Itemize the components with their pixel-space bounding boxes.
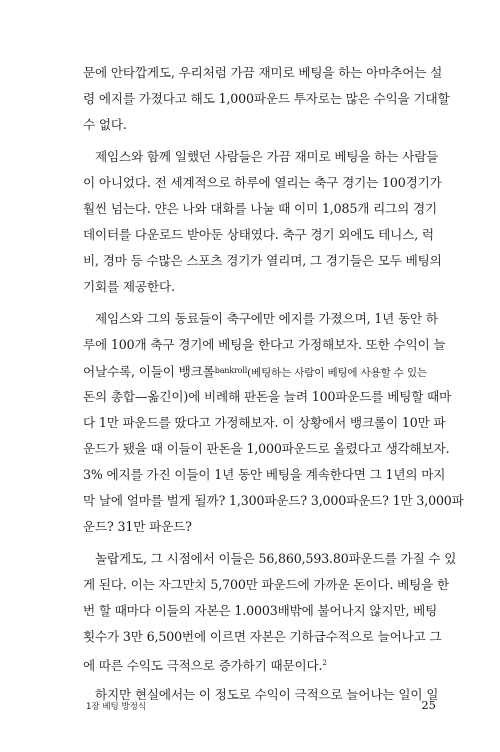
footnote-marker: 2	[322, 659, 327, 667]
body-line: 제임스와 그의 동료들이 축구에만 에지를 가졌으며, 1년 동안 하	[95, 311, 438, 326]
bankroll-gloss: bankroll	[214, 366, 248, 375]
body-line: 막 날에 얼마를 벌게 될까? 1,300파운드? 3,000파운드? 1만 3,000파	[83, 493, 464, 508]
body-line: 횟수가 3만 6,500번에 이르면 자본은 기하급수적으로 늘어나고 그	[83, 629, 442, 644]
body-line: 이 아니었다. 전 세계적으로 하루에 열리는 축구 경기는 100경기가	[83, 175, 442, 190]
page-number: 25	[421, 698, 436, 712]
page-footer	[86, 700, 436, 716]
body-line: 어날수록, 이들이 뱅크롤$^{bankroll}$(베팅하는 사람이 베팅에 사용할 수 있는	[83, 364, 427, 379]
body-line: 기회를 제공한다.	[83, 279, 175, 294]
body-line: 운드가 됐을 때 이들이 판돈을 1,000파운드로 올렸다고 생각해보자.	[83, 441, 450, 456]
body-line: 데이터를 다운로드 받아둔 상태였다. 축구 경기 외에도 테니스, 럭	[83, 227, 434, 242]
running-head: 1장 베팅 방정식	[86, 702, 147, 712]
body-line: 놀랍게도, 그 시점에서 이들은 56,860,593.80파운드를 가질 수 있	[95, 551, 457, 566]
body-line: 게 된다. 이는 자그만치 5,700만 파운드에 가까운 돈이다. 베팅을 한	[83, 577, 450, 592]
body-line: 다 1만 파운드를 땄다고 가정해보자. 이 상황에서 뱅크롤이 10만 파	[83, 415, 446, 430]
body-line: 령 에지를 가졌다고 해도 1,000파운드 투자로는 많은 수익을 기대할	[83, 91, 450, 106]
body-line: 운드? 31만 파운드?	[83, 519, 192, 534]
body-line: 훨씬 넘는다. 얀은 나와 대화를 나눌 때 이미 1,085개 리그의 경기	[83, 201, 438, 216]
body-line: 비, 경마 등 수많은 스포츠 경기가 열리며, 그 경기들은 모두 베팅의	[83, 253, 442, 268]
body-line: 돈의 총합—옮긴이)에 비례해 판돈을 늘려 100파운드를 베팅할 때마	[83, 389, 452, 404]
body-line: 에 따른 수익도 극적으로 증가하기 때문이다.$^2$	[83, 658, 327, 673]
body-line: 수 없다.	[83, 117, 127, 132]
body-line: 루에 100개 축구 경기에 베팅을 한다고 가정해보자. 또한 수익이 늘	[83, 337, 446, 352]
body-line: 번 할 때마다 이들의 자본은 1.0003배밖에 불어나지 않지만, 베팅	[83, 603, 438, 618]
body-line: 문에 안타깝게도, 우리처럼 가끔 재미로 베팅을 하는 아마추어는 설	[83, 65, 443, 80]
body-line: 제임스와 함께 일했던 사람들은 가끔 재미로 베팅을 하는 사람들	[95, 149, 439, 164]
body-line: 하지만 현실에서는 이 정도로 수익이 극적으로 늘어나는 일이 일	[95, 687, 439, 702]
body-line: 3% 에지를 가진 이들이 1년 동안 베팅을 계속한다면 그 1년의 마지	[83, 467, 446, 482]
body-text	[83, 60, 464, 708]
